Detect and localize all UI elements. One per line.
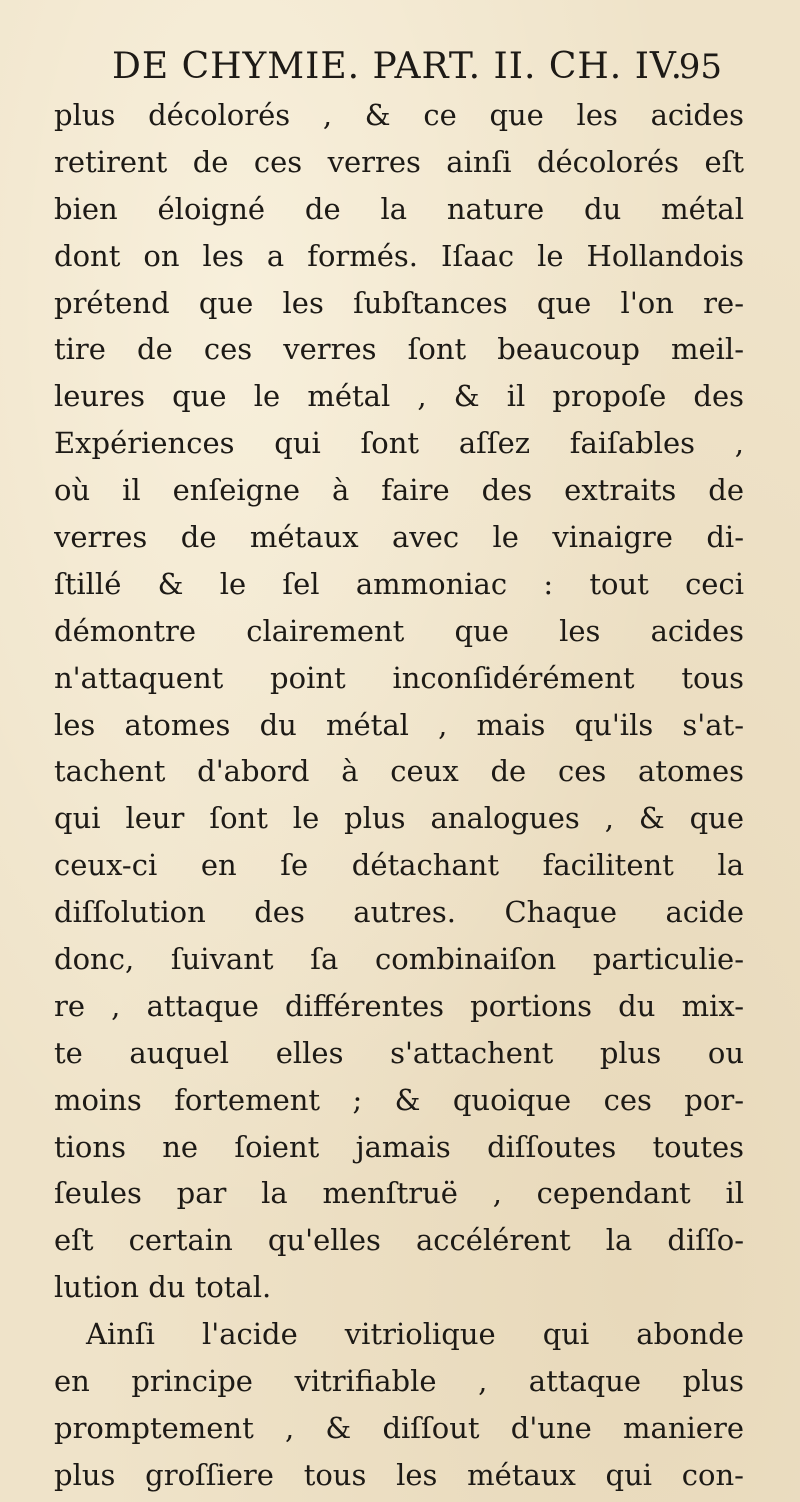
text-line: eſt certain qu'elles accélérent la diſſo-	[54, 1223, 744, 1258]
text-line: en principe vitrifiable , attaque plus	[54, 1364, 744, 1399]
text-line: bien éloigné de la nature du métal	[54, 191, 744, 226]
text-line: démontre clairement que les acides	[54, 613, 744, 648]
text-line: ſeules par la menſtruë , cependant il	[54, 1176, 744, 1211]
text-line: ceux-ci en ſe détachant facilitent la	[54, 848, 744, 883]
text-line: lution du total.	[54, 1270, 272, 1305]
page-header	[112, 42, 722, 92]
page-number: 95	[678, 47, 722, 87]
text-line: Ainſi l'acide vitriolique qui abonde	[86, 1317, 744, 1352]
text-line: plus groſſiere tous les métaux qui con-	[54, 1457, 744, 1492]
text-line: n'attaquent point inconſidérément tous	[54, 660, 744, 695]
text-line: tachent d'abord à ceux de ces atomes	[54, 754, 744, 789]
text-line: prétend que les ſubſtances que l'on re-	[54, 285, 744, 320]
text-line: promptement , & diſſout d'une maniere	[54, 1410, 744, 1445]
text-line: les atomes du métal , mais qu'ils s'at-	[54, 707, 744, 742]
text-line: donc, ſuivant ſa combinaiſon particulie-	[54, 942, 744, 977]
text-line: dont on les a formés. Iſaac le Hollandois	[54, 238, 744, 273]
running-head: DE CHYMIE. PART. II. CH. IV.	[112, 46, 684, 87]
text-line: ſtillé & le ſel ammoniac : tout ceci	[54, 566, 744, 601]
text-line: plus décolorés , & ce que les acides	[54, 98, 744, 132]
text-line: Expériences qui ſont aſſez faiſables ,	[54, 426, 744, 461]
body-text	[54, 92, 744, 1499]
text-line: moins fortement ; & quoique ces por-	[54, 1082, 744, 1117]
text-line: où il enſeigne à faire des extraits de	[54, 473, 744, 508]
text-line: verres de métaux avec le vinaigre di-	[54, 520, 744, 555]
text-line: qui leur ſont le plus analogues , & que	[54, 801, 744, 836]
text-line: leures que le métal , & il propoſe des	[54, 379, 744, 414]
text-line: retirent de ces verres ainſi décolorés eſt	[54, 144, 744, 179]
text-line: re , attaque différentes portions du mix-	[54, 988, 744, 1023]
text-line: tions ne ſoient jamais diſſoutes toutes	[54, 1129, 744, 1164]
text-line: te auquel elles s'attachent plus ou	[54, 1035, 744, 1070]
text-line: diſſolution des autres. Chaque acide	[54, 895, 744, 930]
text-line: tire de ces verres ſont beaucoup meil-	[54, 332, 744, 367]
